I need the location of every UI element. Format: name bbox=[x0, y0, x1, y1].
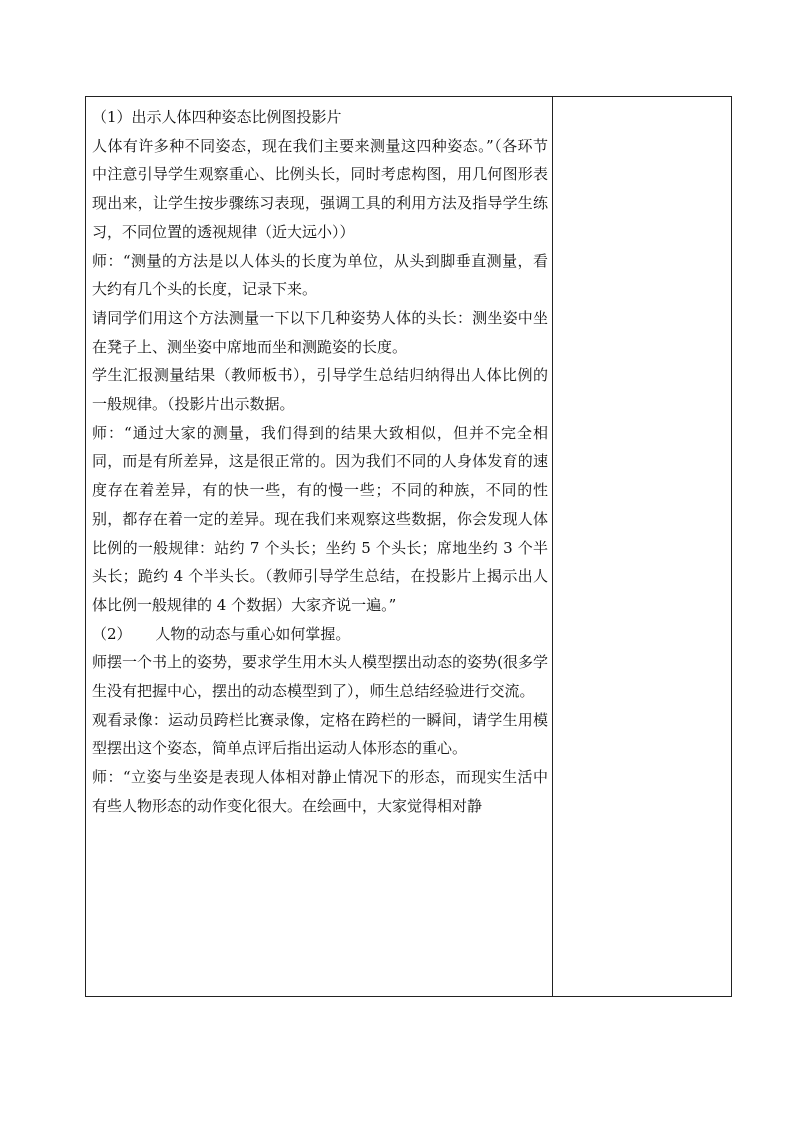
paragraph-proportion-rules: 师：“通过大家的测量，我们得到的结果大致相似，但并不完全相同，而是有所差异，这是很正常的。因为我们不同的人身体发育的速度存在着差异，有的快一些，有的慢一些；不同的种族，不同的性别，都存在着一定的差异。现在我们来观察这些数据，你会发现人体比例的一般规律：站约 7 个头长；坐约 5 个头长；席地坐约 3 个半头长；跪约 4 个半头长。（教师引导学生总结，在投影片上揭示出人体比例一般规律的 4 个数据）大家齐说一遍。” bbox=[92, 423, 548, 614]
paragraph-model-pose: 师摆一个书上的姿势，要求学生用木头人模型摆出动态的姿势(很多学生没有把握中心，摆出的动态模型到了），师生总结经验进行交流。 bbox=[92, 653, 548, 701]
paragraph-student-report: 学生汇报测量结果（教师板书），引导学生总结归纳得出人体比例的一般规律。（投影片出示数据。 bbox=[92, 366, 548, 414]
paragraph-watch-video: 观看录像：运动员跨栏比赛录像，定格在跨栏的一瞬间，请学生用模型摆出这个姿态，简单点评后指出运动人体形态的重心。 bbox=[92, 710, 548, 758]
paragraph-student-measure: 请同学们用这个方法测量一下以下几种姿势人体的头长：测坐姿中坐在凳子上、测坐姿中席地而坐和测跪姿的长度。 bbox=[92, 308, 548, 356]
paragraph-measure-method: 师：“测量的方法是以人体头的长度为单位，从头到脚垂直测量，看大约有几个头的长度，记录下来。 bbox=[92, 251, 548, 299]
lesson-content-cell bbox=[86, 97, 553, 996]
paragraph-projection: （1）出示人体四种姿态比例图投影片 bbox=[92, 108, 342, 126]
lesson-plan-table bbox=[85, 96, 732, 997]
paragraph-standing-sitting: 师：“立姿与坐姿是表现人体相对静止情况下的形态，而现实生活中有些人物形态的动作变化很大。在绘画中，大家觉得相对静 bbox=[92, 768, 548, 815]
paragraph-dynamics-heading: （2） 人物的动态与重心如何掌握。 bbox=[92, 624, 351, 643]
notes-cell bbox=[553, 97, 731, 996]
paragraph-four-postures: 人体有许多种不同姿态，现在我们主要来测量这四种姿态。”（各环节中注意引导学生观察重心、比例头长，同时考虑构图，用几何图形表现出来，让学生按步骤练习表现，强调工具的利用方法及指导学生练习，不同位置的透视规律（近大远小）） bbox=[92, 136, 548, 241]
